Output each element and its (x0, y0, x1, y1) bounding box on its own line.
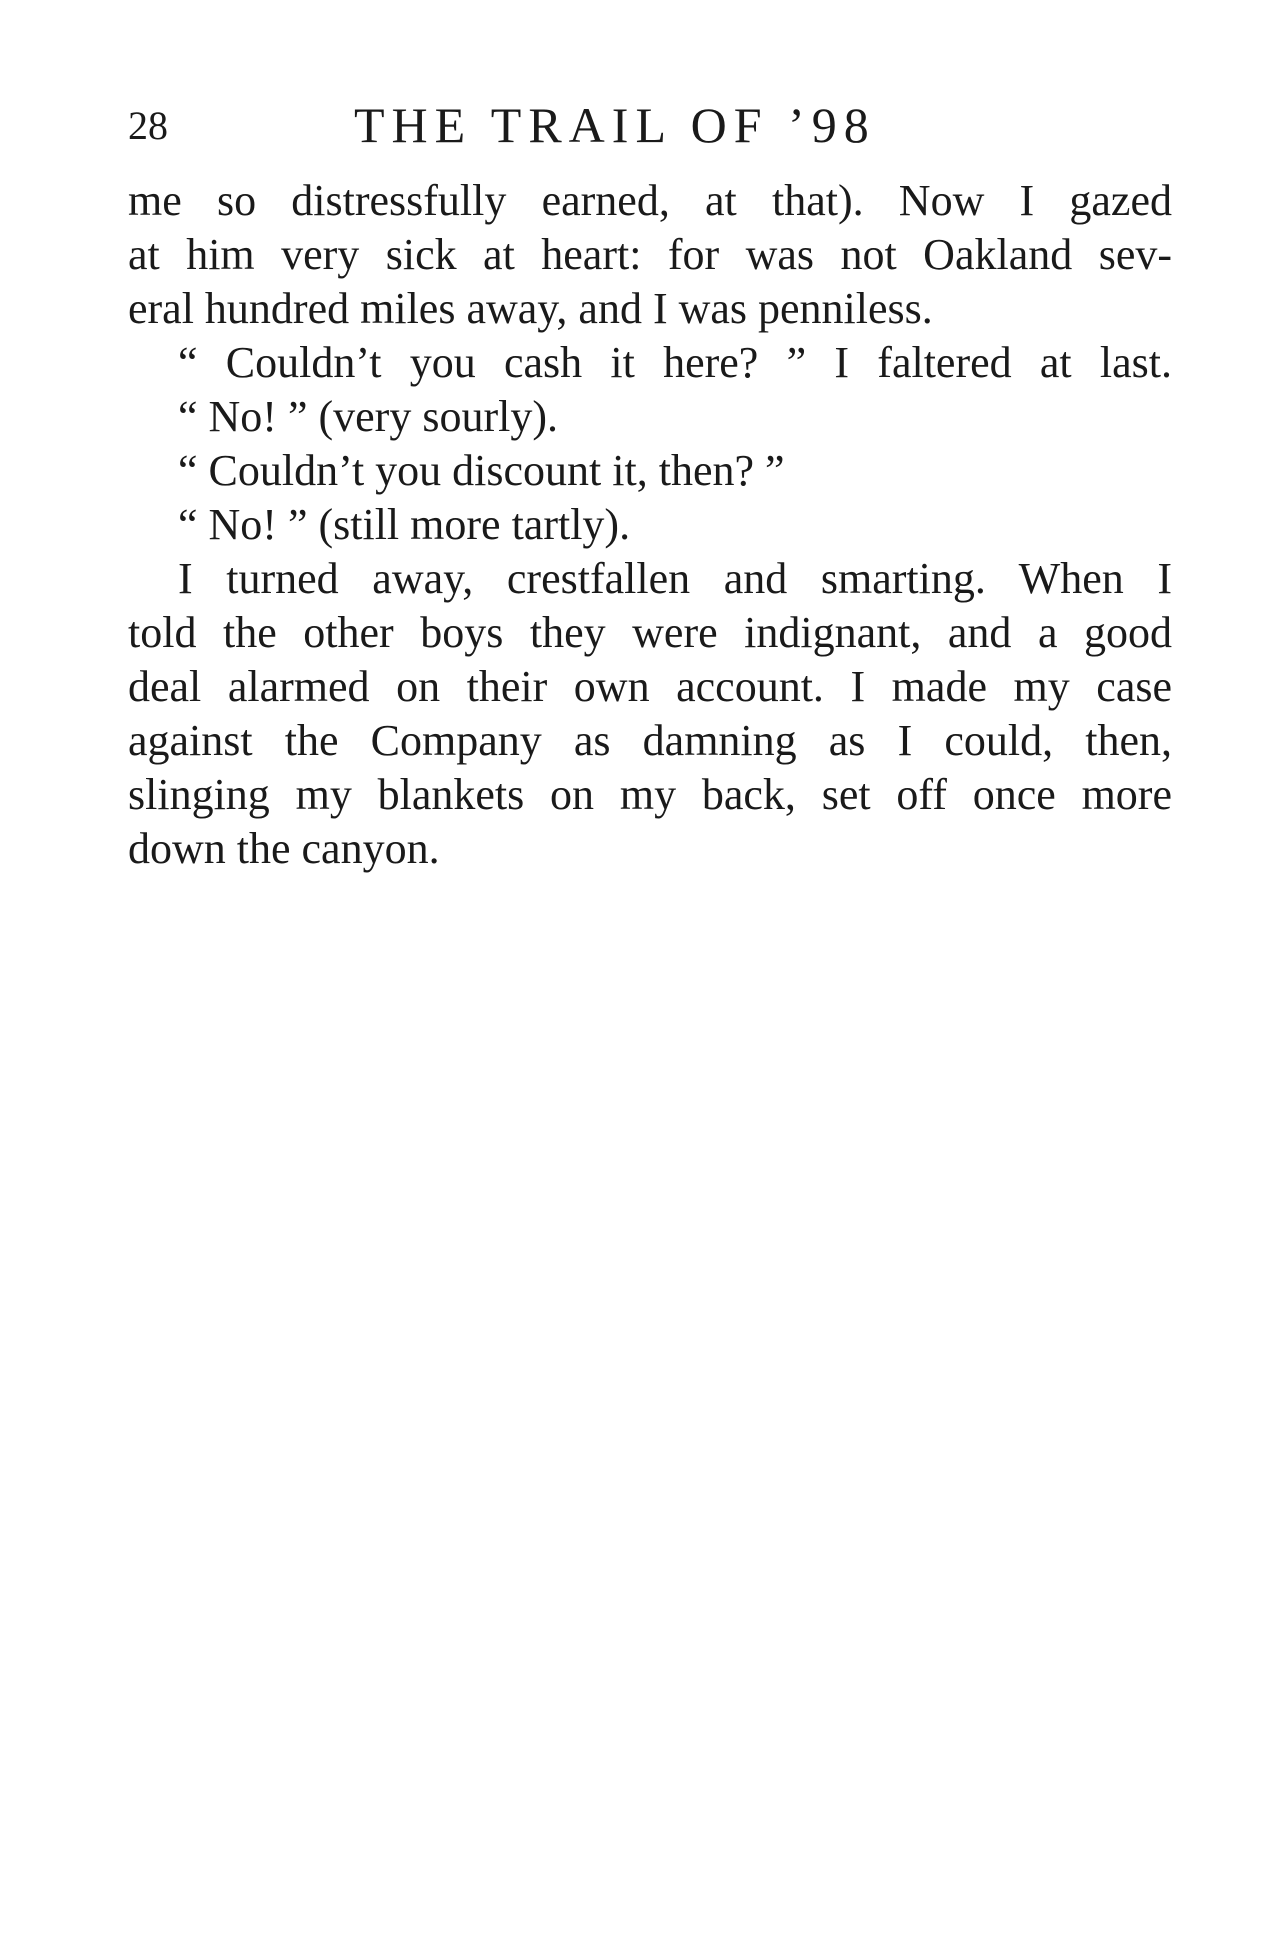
text-line: me so distressfully earned, at that). Now I gazed (128, 176, 1172, 225)
text-line: at him very sick at heart: for was not Oakland sev- (128, 230, 1172, 279)
text-line: slinging my blankets on my back, set off once more (128, 770, 1172, 819)
text-line: eral hundred miles away, and I was penniless. (128, 284, 933, 333)
running-head (128, 96, 1172, 156)
book-page (128, 96, 1172, 876)
dialogue-line: “ No! ” (still more tartly). (178, 500, 631, 549)
text-line: told the other boys they were indignant, and a good (128, 608, 1172, 657)
page-number: 28 (128, 103, 168, 148)
body-text (128, 174, 1172, 876)
text-line: deal alarmed on their own account. I made my case (128, 662, 1172, 711)
text-line: down the canyon. (128, 824, 440, 873)
dialogue-line: “ Couldn’t you cash it here? ” I faltered at last. (178, 338, 1172, 387)
text-line: against the Company as damning as I could, then, (128, 716, 1172, 765)
dialogue-line: “ No! ” (very sourly). (178, 392, 558, 441)
text-line: I turned away, crestfallen and smarting. When I (178, 554, 1172, 603)
dialogue-line: “ Couldn’t you discount it, then? ” (178, 446, 785, 495)
book-title: THE TRAIL OF ’98 (354, 97, 876, 153)
